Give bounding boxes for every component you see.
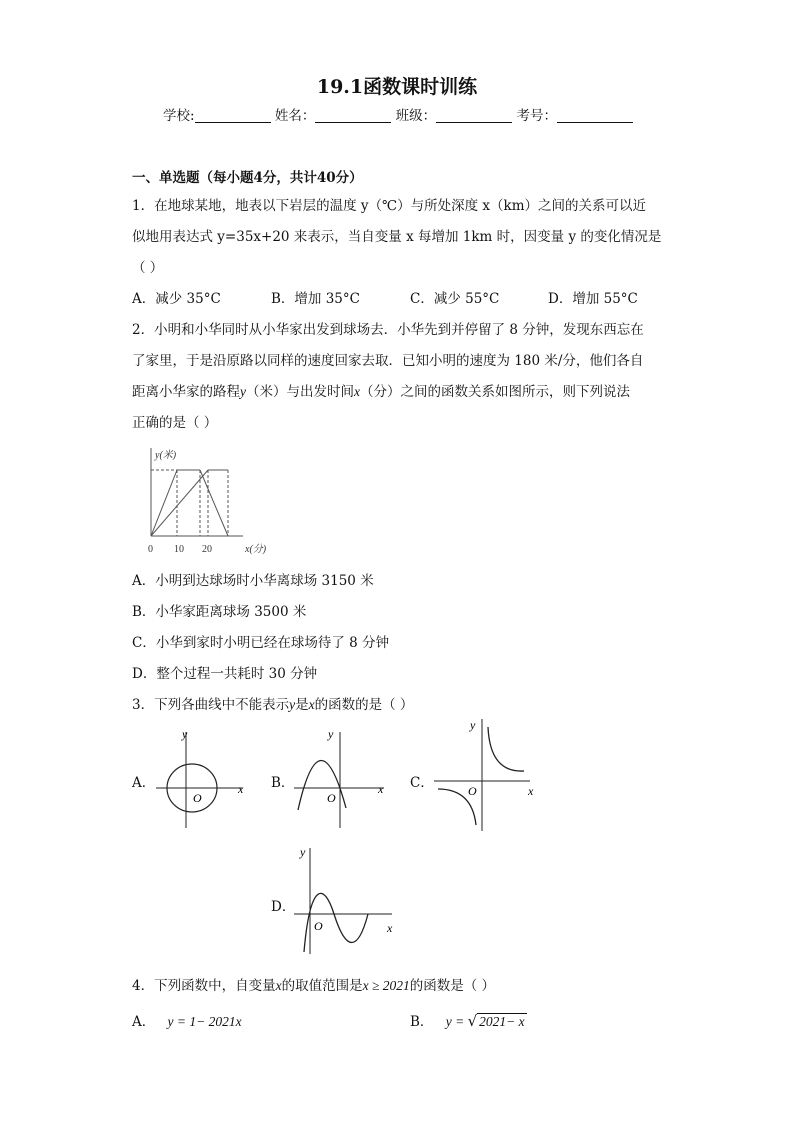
name-blank[interactable] xyxy=(315,108,391,123)
q3-option-c-label[interactable]: C． xyxy=(410,775,434,791)
exam-no-label: 考号： xyxy=(516,108,557,124)
q4-option-a-expr: y = 1− 2021x xyxy=(167,1014,242,1029)
q3-graph-c-hyperbola[interactable] xyxy=(430,715,545,835)
q3-option-b-label[interactable]: B． xyxy=(271,775,295,791)
q3-option-a-label[interactable]: A． xyxy=(132,775,156,791)
xiaoming-line xyxy=(151,470,208,536)
q3-stem: 3．下列各曲线中不能表示y是x的函数的是（ ） xyxy=(132,697,414,713)
q4-option-a[interactable]: A． y = 1− 2021x xyxy=(132,1014,242,1030)
q1-line3: （ ） xyxy=(132,260,164,276)
name-label: 姓名： xyxy=(274,108,316,124)
q2-option-b[interactable]: B．小华家距离球场 3500 米 xyxy=(132,604,307,620)
parabola-curve xyxy=(298,760,346,810)
class-label: 班级： xyxy=(395,108,437,124)
hyperbola-branch-1 xyxy=(488,727,524,771)
svg-text:O: O xyxy=(327,791,336,805)
exam-no-blank[interactable] xyxy=(557,108,633,123)
q3-graph-a-circle[interactable] xyxy=(152,722,252,832)
school-label: 学校: xyxy=(163,108,195,124)
q1-line2: 似地用表达式 y=35x+20 来表示，当自变量 x 每增加 1km 时，因变量 y 的变化情况是 xyxy=(132,229,662,245)
q1-line1: 1．在地球某地，地表以下岩层的温度 y（℃）与所处深度 x（km）之间的关系可以近 xyxy=(132,198,646,214)
class-blank[interactable] xyxy=(436,108,512,123)
q1-option-c[interactable]: C．减少 55°C xyxy=(410,291,500,307)
svg-text:y: y xyxy=(182,727,188,741)
svg-text:y: y xyxy=(470,718,476,732)
student-info-row xyxy=(163,104,633,124)
q2-option-a[interactable]: A．小明到达球场时小华离球场 3150 米 xyxy=(132,573,374,589)
q2-line3: 距离小华家的路程y（米）与出发时间x（分）之间的函数关系如图所示，则下列说法 xyxy=(132,384,630,400)
q4-stem: 4．下列函数中，自变量x的取值范围是x ≥ 2021的函数是（ ） xyxy=(132,978,496,994)
svg-text:O: O xyxy=(468,784,477,798)
svg-text:x: x xyxy=(378,782,384,796)
svg-text:x: x xyxy=(387,921,393,935)
svg-text:x: x xyxy=(528,784,534,798)
page-title: 19.1函数课时训练 xyxy=(316,76,478,98)
graph-ylabel: y(米) xyxy=(155,450,177,461)
school-blank[interactable] xyxy=(195,108,271,123)
q2-distance-time-graph xyxy=(140,442,280,558)
xiaohua-out-line xyxy=(151,470,177,536)
q2-option-d[interactable]: D．整个过程一共耗时 30 分钟 xyxy=(132,666,318,682)
section-heading: 一、单选题（每小题4分，共计40分） xyxy=(132,170,363,186)
svg-text:y: y xyxy=(328,727,334,741)
q2-line2: 了家里，于是沿原路以同样的速度回家去取．已知小明的速度为 180 米/分，他们各自 xyxy=(132,353,644,369)
q1-option-a[interactable]: A．减少 35°C xyxy=(132,291,221,307)
q1-option-d[interactable]: D．增加 55°C xyxy=(548,291,638,307)
xiaohua-return-line xyxy=(200,470,228,536)
graph-xlabel: x(分) xyxy=(245,544,267,555)
graph-tick-20: 20 xyxy=(202,544,212,555)
graph-origin: 0 xyxy=(148,544,153,555)
q1-option-b[interactable]: B．增加 35°C xyxy=(271,291,360,307)
q4-option-b[interactable]: B． y = √ 2021− x xyxy=(410,1012,525,1030)
svg-text:O: O xyxy=(314,919,323,933)
sqrt-symbol: √ xyxy=(467,1012,478,1030)
q4-option-b-radicand: 2021− x xyxy=(479,1014,525,1029)
q2-line1: 2．小明和小华同时从小华家出发到球场去．小华先到并停留了 8 分钟，发现东西忘在 xyxy=(132,322,644,338)
q3-option-d-label[interactable]: D． xyxy=(271,899,296,915)
q3-graph-d-wave[interactable] xyxy=(290,842,400,957)
q2-option-c[interactable]: C．小华到家时小明已经在球场待了 8 分钟 xyxy=(132,635,390,651)
q3-graph-b-parabola[interactable] xyxy=(290,722,395,832)
q2-line4: 正确的是（ ） xyxy=(132,415,218,431)
graph-tick-10: 10 xyxy=(174,544,184,555)
svg-text:y: y xyxy=(300,845,306,859)
svg-text:x: x xyxy=(238,782,244,796)
svg-text:O: O xyxy=(193,791,202,805)
